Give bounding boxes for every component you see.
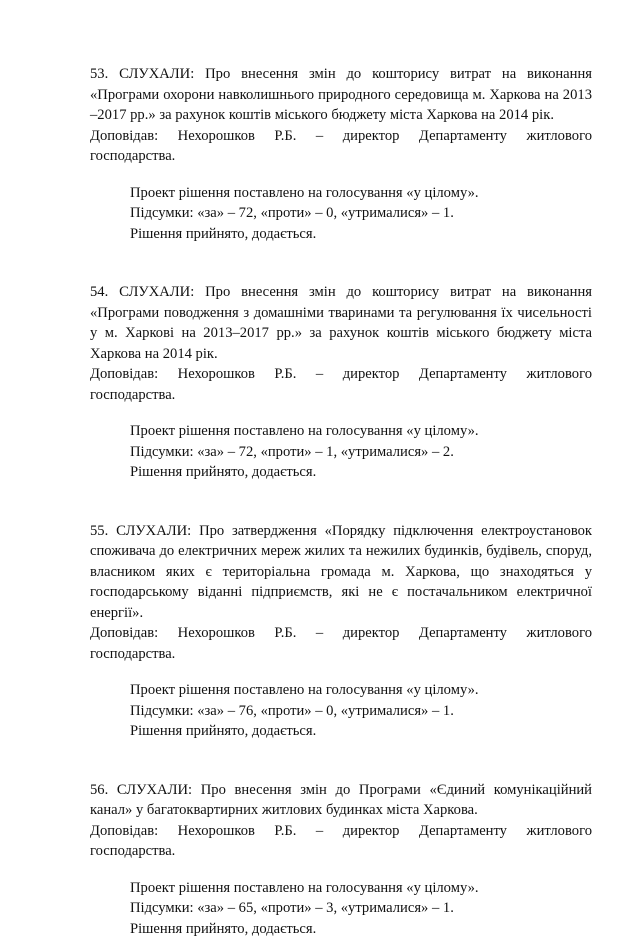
reporter-block bbox=[90, 126, 592, 167]
reporter-continuation: господарства. bbox=[90, 387, 175, 403]
decision-text: Рішення прийнято, додається. bbox=[130, 224, 592, 245]
document-page bbox=[90, 64, 592, 939]
reporter-continuation: господарства. bbox=[90, 843, 175, 859]
agenda-item-54 bbox=[90, 282, 592, 483]
reporter-block bbox=[90, 623, 592, 664]
vote-block bbox=[130, 183, 592, 245]
heard-text: 55. СЛУХАЛИ: Про затвердження «Порядку підключення електроустановок споживача до електричних мереж жилих та нежилих будинків, будівель, споруд, власником яких є територіальна громада м. Харкова, що знаходяться у господарському віданні підприємств, які не є постачальником електричної енергії». bbox=[90, 521, 592, 624]
vote-put-text: Проект рішення поставлено на голосування «у цілому». bbox=[130, 680, 592, 701]
reporter-line: Доповідав: Нехорошков Р.Б. – директор Департаменту житлового bbox=[90, 364, 592, 385]
reporter-line: Доповідав: Нехорошков Р.Б. – директор Департаменту житлового bbox=[90, 623, 592, 644]
vote-results: Підсумки: «за» – 72, «проти» – 1, «утрималися» – 2. bbox=[130, 442, 592, 463]
agenda-item-55 bbox=[90, 521, 592, 742]
vote-block bbox=[130, 421, 592, 483]
decision-text: Рішення прийнято, додається. bbox=[130, 919, 592, 939]
vote-results: Підсумки: «за» – 72, «проти» – 0, «утрималися» – 1. bbox=[130, 203, 592, 224]
agenda-item-53 bbox=[90, 64, 592, 244]
heard-text: 53. СЛУХАЛИ: Про внесення змін до кошторису витрат на виконання «Програми охорони навколишнього природного середовища м. Харкова на 2013 –2017 рр.» за рахунок коштів міського бюджету міста Харкова на 2014 рік. bbox=[90, 64, 592, 126]
agenda-item-56 bbox=[90, 780, 592, 939]
heard-text: 54. СЛУХАЛИ: Про внесення змін до кошторису витрат на виконання «Програми поводження з домашніми тваринами та регулювання їх чисельності у м. Харкові на 2013–2017 рр.» за рахунок коштів міського бюджету міста Харкова на 2014 рік. bbox=[90, 282, 592, 364]
vote-put-text: Проект рішення поставлено на голосування «у цілому». bbox=[130, 183, 592, 204]
reporter-line: Доповідав: Нехорошков Р.Б. – директор Департаменту житлового bbox=[90, 821, 592, 842]
reporter-continuation: господарства. bbox=[90, 148, 175, 164]
decision-text: Рішення прийнято, додається. bbox=[130, 721, 592, 742]
reporter-block bbox=[90, 821, 592, 862]
heard-text: 56. СЛУХАЛИ: Про внесення змін до Програми «Єдиний комунікаційний канал» у багатоквартирних житлових будинках міста Харкова. bbox=[90, 780, 592, 821]
decision-text: Рішення прийнято, додається. bbox=[130, 462, 592, 483]
reporter-line: Доповідав: Нехорошков Р.Б. – директор Департаменту житлового bbox=[90, 126, 592, 147]
vote-block bbox=[130, 680, 592, 742]
vote-put-text: Проект рішення поставлено на голосування «у цілому». bbox=[130, 878, 592, 899]
vote-put-text: Проект рішення поставлено на голосування «у цілому». bbox=[130, 421, 592, 442]
vote-results: Підсумки: «за» – 65, «проти» – 3, «утрималися» – 1. bbox=[130, 898, 592, 919]
vote-block bbox=[130, 878, 592, 939]
reporter-block bbox=[90, 364, 592, 405]
vote-results: Підсумки: «за» – 76, «проти» – 0, «утрималися» – 1. bbox=[130, 701, 592, 722]
reporter-continuation: господарства. bbox=[90, 646, 175, 662]
